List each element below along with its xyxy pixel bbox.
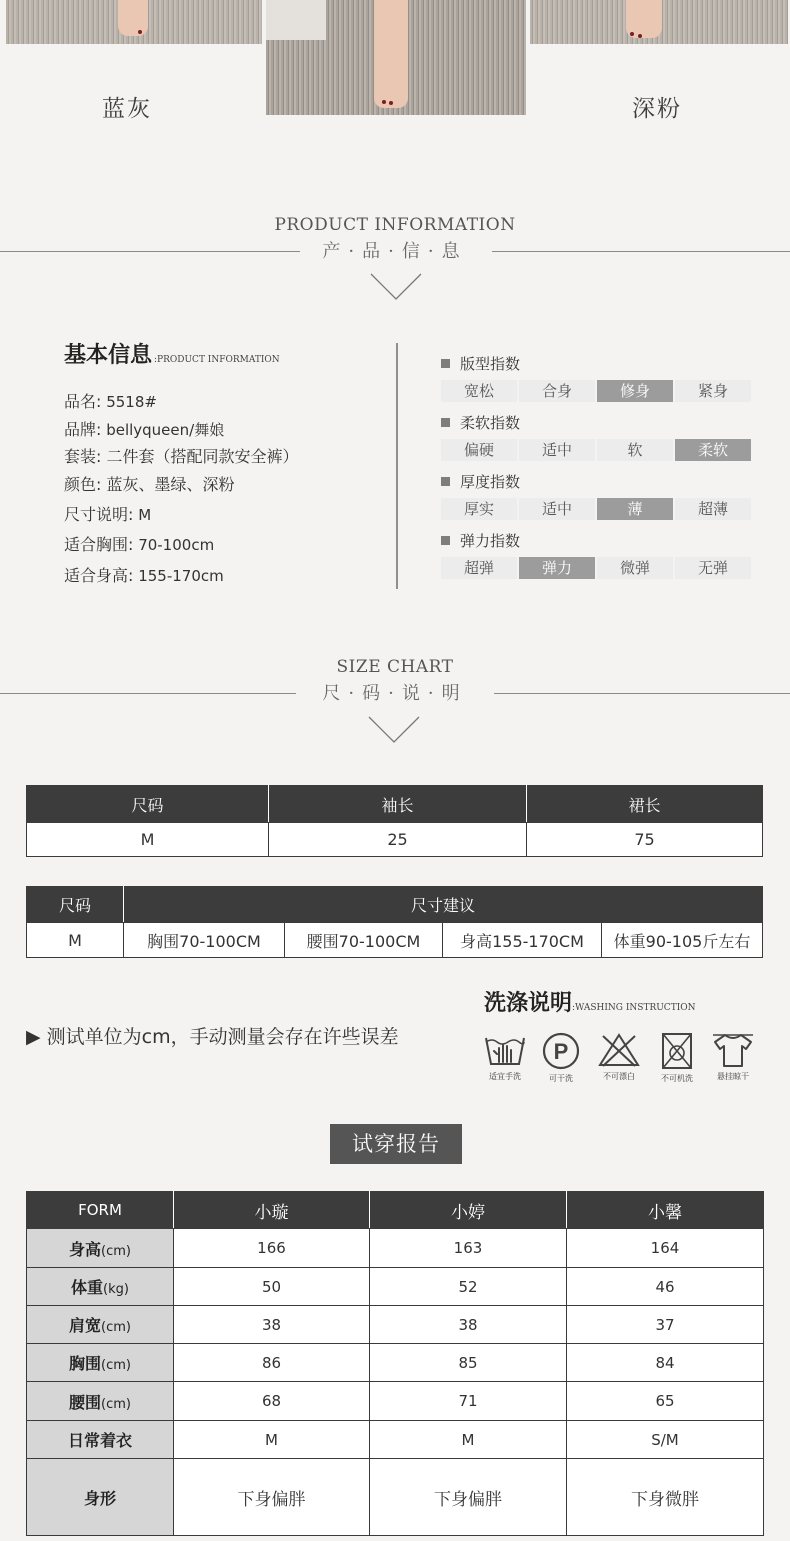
- index-option-selected: 弹力: [519, 557, 595, 579]
- section-title-en: SIZE CHART: [336, 657, 454, 677]
- info-line-name: 品名: 5518#: [64, 392, 157, 411]
- index-title-thickness: 厚度指数: [441, 471, 520, 492]
- index-title-fit: 版型指数: [441, 353, 520, 374]
- dry-clean-icon: [541, 1032, 581, 1070]
- toenail: [138, 30, 142, 34]
- table-cell: 腰围70-100CM: [285, 923, 443, 958]
- divider-line: [0, 693, 296, 694]
- table-cell: 163: [370, 1229, 567, 1268]
- section-title-cn: 尺·码·说·明: [322, 683, 468, 704]
- index-option-selected: 薄: [597, 498, 673, 520]
- product-section-heading: [0, 215, 790, 263]
- bullet-square-icon: [441, 536, 450, 545]
- table-cell: M: [174, 1421, 370, 1459]
- table-cell: 38: [174, 1306, 370, 1344]
- table-cell: 37: [567, 1306, 764, 1344]
- table-row: [27, 1382, 764, 1421]
- table-cell: 166: [174, 1229, 370, 1268]
- table-row: [27, 923, 763, 958]
- index-option: 适中: [519, 439, 595, 461]
- wash-icon-label: 不可机洗: [661, 1074, 693, 1083]
- index-option: 超弹: [441, 557, 517, 579]
- wash-icon-label: 可干洗: [549, 1074, 573, 1083]
- index-title-elasticity: 弹力指数: [441, 530, 520, 551]
- index-option: 无弹: [675, 557, 751, 579]
- table-row: [27, 1459, 764, 1536]
- table-row: [27, 1344, 764, 1382]
- wash-icon-label: 适宜手洗: [489, 1072, 521, 1081]
- product-photo-dark-green: [266, 0, 526, 115]
- table-cell: 71: [370, 1382, 567, 1421]
- info-line-set: 套装: 二件套（搭配同款安全裤）: [64, 447, 299, 466]
- chevron-down-icon: [368, 716, 420, 744]
- bullet-square-icon: [441, 418, 450, 427]
- size-section-heading: [0, 657, 790, 705]
- table-cell: 65: [567, 1382, 764, 1421]
- table-cell: 52: [370, 1268, 567, 1306]
- index-option: 微弹: [597, 557, 673, 579]
- no-machine-wash-icon: [660, 1032, 694, 1070]
- index-title-softness: 柔软指数: [441, 412, 520, 433]
- table-cell: 46: [567, 1268, 764, 1306]
- table-header: 小婷: [370, 1192, 567, 1229]
- table-cell: 84: [567, 1344, 764, 1382]
- washing-heading: [484, 986, 696, 1017]
- index-option: 适中: [519, 498, 595, 520]
- wash-icon-label: 不可漂白: [603, 1072, 635, 1081]
- index-option: 超薄: [675, 498, 751, 520]
- model-leg: [374, 0, 408, 108]
- divider-line: [0, 251, 300, 252]
- table-header: 尺寸建议: [124, 887, 763, 923]
- basic-info-title: 基本信息: [64, 342, 153, 368]
- no-bleach-item: [596, 1032, 642, 1082]
- basic-info-subtitle: :PRODUCT INFORMATION: [154, 355, 280, 365]
- dry-clean-item: [538, 1032, 584, 1084]
- table-header: 尺码: [27, 887, 124, 923]
- wash-icon-label: 悬挂晾干: [717, 1072, 749, 1081]
- table-cell: M: [370, 1421, 567, 1459]
- bullet-square-icon: [441, 359, 450, 368]
- info-line-colors: 颜色: 蓝灰、墨绿、深粉: [64, 475, 235, 494]
- washing-title: 洗涤说明: [484, 990, 573, 1016]
- size-advice-table: [26, 886, 763, 958]
- index-row-elasticity: [441, 557, 751, 579]
- info-line-size: 尺寸说明: M: [64, 505, 152, 524]
- table-row: [27, 823, 763, 857]
- table-row: [27, 1268, 764, 1306]
- row-label: 日常着衣: [27, 1421, 174, 1459]
- row-label: 体重(kg): [27, 1268, 174, 1306]
- table-cell: 86: [174, 1344, 370, 1382]
- swatch-label-right: 深粉: [632, 96, 682, 122]
- table-cell: M: [27, 823, 269, 857]
- index-option-selected: 柔软: [675, 439, 751, 461]
- svg-text:P: P: [553, 1039, 569, 1064]
- hang-dry-item: [710, 1032, 756, 1082]
- toenail: [382, 100, 386, 104]
- washing-subtitle: :WASHING INSTRUCTION: [572, 1003, 696, 1013]
- hand-wash-item: [482, 1032, 528, 1082]
- table-cell: 164: [567, 1229, 764, 1268]
- table-cell: 下身偏胖: [370, 1459, 567, 1536]
- hand-wash-icon: [483, 1032, 527, 1068]
- table-cell: 25: [269, 823, 527, 857]
- info-line-height: 适合身高: 155-170cm: [64, 566, 224, 585]
- table-header: 小璇: [174, 1192, 370, 1229]
- index-option: 合身: [519, 380, 595, 402]
- row-label: 肩宽(cm): [27, 1306, 174, 1344]
- table-header: 袖长: [269, 786, 527, 823]
- table-cell: 85: [370, 1344, 567, 1382]
- table-header-row: [27, 887, 763, 923]
- index-option: 偏硬: [441, 439, 517, 461]
- row-label: 身形: [27, 1459, 174, 1536]
- table-cell: 下身微胖: [567, 1459, 764, 1536]
- table-row: [27, 1306, 764, 1344]
- index-option: 厚实: [441, 498, 517, 520]
- index-option: 宽松: [441, 380, 517, 402]
- product-photo-deep-pink: [530, 0, 788, 44]
- section-title-en: PRODUCT INFORMATION: [274, 215, 516, 235]
- toenail: [638, 34, 642, 38]
- divider-line: [492, 251, 790, 252]
- product-photo-blue-grey: [6, 0, 262, 44]
- row-label: 身高(cm): [27, 1229, 174, 1268]
- table-cell: 体重90-105斤左右: [602, 923, 763, 958]
- table-cell: 38: [370, 1306, 567, 1344]
- table-header: 小馨: [567, 1192, 764, 1229]
- table-cell: M: [27, 923, 124, 958]
- table-cell: 下身偏胖: [174, 1459, 370, 1536]
- table-header-row: [27, 1192, 764, 1229]
- section-title-cn: 产·品·信·息: [322, 241, 468, 262]
- toenail: [630, 32, 634, 36]
- table-row: [27, 1229, 764, 1268]
- chevron-down-icon: [370, 273, 422, 301]
- measure-note: ▶ 测试单位为cm，手动测量会存在许些误差: [26, 1026, 399, 1048]
- toenail: [389, 101, 393, 105]
- table-cell: 身高155-170CM: [443, 923, 602, 958]
- wall: [266, 0, 326, 40]
- table-cell: 胸围70-100CM: [124, 923, 285, 958]
- table-header-row: [27, 786, 763, 823]
- row-label: 胸围(cm): [27, 1344, 174, 1382]
- basic-info-heading: [64, 338, 280, 369]
- table-cell: 68: [174, 1382, 370, 1421]
- table-cell: 75: [527, 823, 763, 857]
- no-bleach-icon: [597, 1032, 641, 1068]
- index-option-selected: 修身: [597, 380, 673, 402]
- hang-dry-icon: [711, 1032, 755, 1068]
- swatch-label-left: 蓝灰: [102, 96, 152, 122]
- no-machine-wash-item: [654, 1032, 700, 1084]
- index-option: 紧身: [675, 380, 751, 402]
- bullet-square-icon: [441, 477, 450, 486]
- table-header: FORM: [27, 1192, 174, 1229]
- table-row: [27, 1421, 764, 1459]
- index-option: 软: [597, 439, 673, 461]
- row-label: 腰围(cm): [27, 1382, 174, 1421]
- table-header: 裙长: [527, 786, 763, 823]
- vertical-divider: [396, 343, 398, 589]
- size-table: [26, 785, 763, 857]
- model-foot: [118, 0, 148, 36]
- index-row-fit: [441, 380, 751, 402]
- index-row-thickness: [441, 498, 751, 520]
- fitting-report-badge: 试穿报告: [330, 1124, 462, 1164]
- table-cell: 50: [174, 1268, 370, 1306]
- info-line-bust: 适合胸围: 70-100cm: [64, 535, 215, 554]
- fitting-report-table: [26, 1191, 764, 1536]
- table-cell: S/M: [567, 1421, 764, 1459]
- table-header: 尺码: [27, 786, 269, 823]
- divider-line: [494, 693, 790, 694]
- index-row-softness: [441, 439, 751, 461]
- info-line-brand: 品牌: bellyqueen/舞娘: [64, 420, 225, 439]
